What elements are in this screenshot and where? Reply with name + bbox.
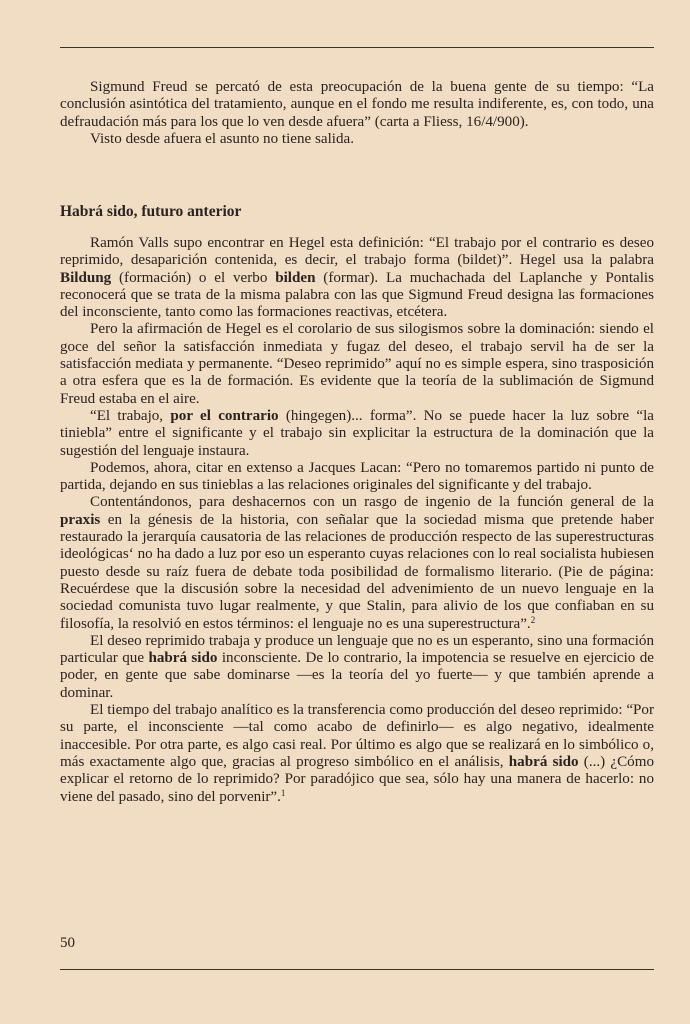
body-paragraph-4: Podemos, ahora, citar en extenso a Jacques Lacan: “Pero no tomaremos partido ni punto de partida, dejando en sus tinieblas a las relaciones originales del significante y del trabajo. [60, 459, 654, 494]
intro-paragraph-1: Sigmund Freud se percató de esta preocupación de la buena gente de su tiempo: “La conclusión asintótica del tratamiento, aunque en el fondo me resulta indiferente, es, con todo, una defraudación más para los que lo ven desde afuera” (carta a Fliess, 16/4/900). [60, 79, 654, 130]
body-paragraph-1: Ramón Valls supo encontrar en Hegel esta definición: “El trabajo por el contrario es deseo reprimido, desaparición contenida, es decir, el trabajo forma (bildet)”. Hegel usa la palabra Bildung (formación) o el verbo bilden (formar). La muchachada del Laplanche y Pontalis reconocerá que se trata de la misma palabra con las que Sigmund Freud designa las formaciones del inconsciente, tanto como las formaciones reactivas, etcétera. [60, 235, 654, 321]
body-paragraph-2: Pero la afirmación de Hegel es el corolario de sus silogismos sobre la dominación: siendo el goce del señor la satisfacción inmediata y fugaz del deseo, el trabajo servil ha de ser la satisfacción mediata y permanente. “Deseo reprimido” aquí no es simple espera, sino trasposición a otra esfera que es la de formación. Es evidente que la teoría de la sublimación de Sigmund Freud estaba en el aire. [60, 321, 654, 407]
section-heading: Habrá sido, futuro anterior [60, 203, 242, 220]
section-body [60, 235, 654, 806]
top-rule [60, 47, 654, 48]
bottom-rule [60, 969, 654, 970]
footnote-ref-1: 1 [280, 787, 286, 798]
intro-paragraph-2: Visto desde afuera el asunto no tiene salida. [90, 130, 354, 147]
footnote-ref-2: 2 [530, 614, 536, 625]
body-paragraph-3: “El trabajo, por el contrario (hingegen)... forma”. No se puede hacer la luz sobre “la tiniebla” entre el significante y el trabajo sin explicitar la estructura de la dominación que la sugestión del lenguaje instaura. [60, 407, 654, 459]
body-paragraph-7: El tiempo del trabajo analítico es la transferencia como producción del deseo reprimido: “Por su parte, el inconsciente —tal como acabo de definirlo— es algo negativo, idealmente inaccesible. Por otra parte, es algo casi real. Por último es algo que se realizará en lo simbólico o, más exactamente algo que, gracias al progreso simbólico en el análisis, habrá sido (...) ¿Cómo explicar el retorno de lo reprimido? Por paradójico que sea, sólo hay una manera de hacerlo: no viene del pasado, sino del porvenir”.$^1$ [60, 702, 654, 805]
body-paragraph-6: El deseo reprimido trabaja y produce un lenguaje que no es un esperanto, sino una formación particular que habrá sido inconsciente. De lo contrario, la impotencia se resuelve en ejercicio de poder, en gente que sabe dominarse —es la teoría del yo fuerte— y que también aprende a dominar. [60, 632, 654, 701]
intro-section [60, 79, 654, 148]
page-number: 50 [60, 935, 75, 951]
body-paragraph-5: Contentándonos, para deshacernos con un rasgo de ingenio de la función general de la praxis en la génesis de la historia, con señalar que la sociedad misma que pretende haber restaurado la jerarquía causatoria de las relaciones de producción respecto de las superestructuras ideológicas‘ no ha dado a luz por eso un esperanto cuyas relaciones con lo real socialista hubiesen puesto desde su raíz fuera de debate toda posibilidad de formalismo literario. (Pie de página: Recuérdese que la discusión sobre la necesidad del advenimiento de un nuevo lenguaje en la sociedad comunista tuvo lugar realmente, y que Stalin, para alivio de los que confiaban en su filosofía, la resolvió en estos términos: el lenguaje no es una superestructura”.$^2$ [60, 494, 654, 632]
